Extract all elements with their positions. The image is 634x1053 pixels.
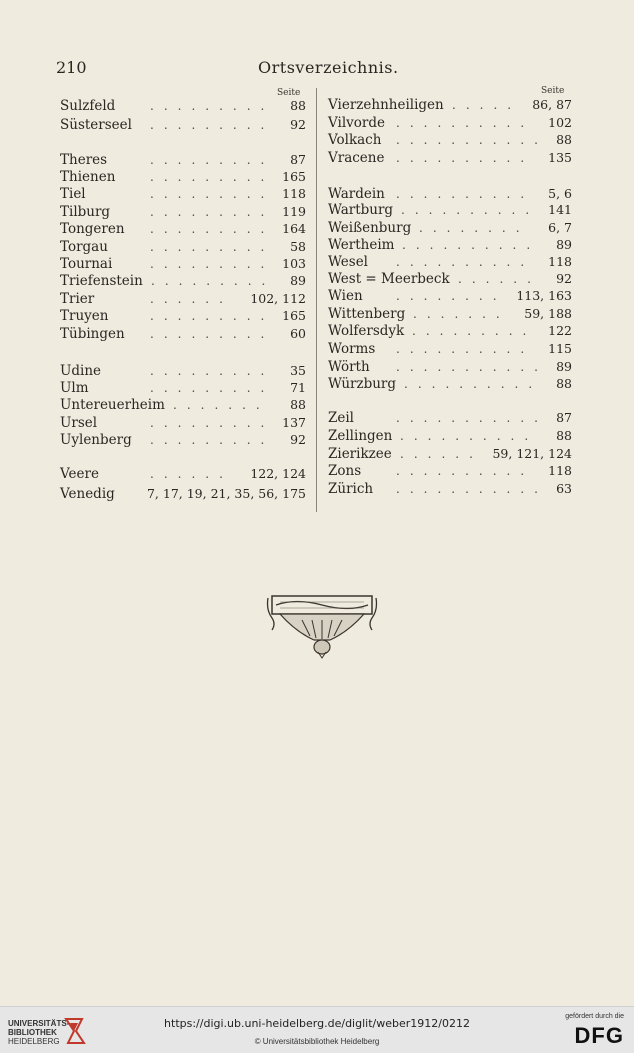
page-references: 5, 6: [548, 186, 572, 201]
index-entry: [328, 427, 572, 445]
place-name: Vierzehnheiligen: [328, 97, 444, 113]
leader-dots: ...........: [396, 133, 548, 147]
leader-dots: ......: [150, 467, 233, 481]
page-references: 92: [290, 432, 306, 447]
leader-dots: .....: [452, 98, 522, 112]
place-name: Uylenberg: [60, 432, 132, 448]
page-references: 59, 188: [524, 306, 572, 321]
leader-dots: .........: [150, 433, 275, 447]
index-entry: [60, 485, 306, 503]
place-name: Zierikzee: [328, 446, 392, 462]
page-references: 7, 17, 19, 21, 35, 56, 175: [146, 486, 306, 501]
library-name-line2: BIBLIOTHEK: [8, 1028, 57, 1037]
index-entry: [328, 149, 572, 167]
library-name-line1: UNIVERSITÄTS-: [8, 1019, 70, 1028]
place-name: Wesel: [328, 254, 368, 270]
index-entry: [328, 219, 572, 237]
leader-dots: ..........: [396, 187, 535, 201]
page-references: 113, 163: [516, 288, 572, 303]
index-entry: [328, 358, 572, 376]
leader-dots: .........: [150, 153, 275, 167]
index-entry: [60, 116, 306, 134]
place-name: Ulm: [60, 380, 89, 396]
index-entry: [60, 431, 306, 449]
leader-dots: .........: [150, 309, 275, 323]
index-entry: [328, 375, 572, 393]
index-entry: [328, 462, 572, 480]
page-references: 88: [556, 376, 572, 391]
leader-dots: .........: [150, 240, 275, 254]
page-references: 103: [282, 256, 306, 271]
column-divider: [316, 88, 317, 512]
place-name: Wien: [328, 288, 363, 304]
dfg-logo: DFG: [574, 1023, 624, 1048]
page-references: 88: [556, 428, 572, 443]
leader-dots: .......: [173, 398, 270, 412]
page-references: 165: [282, 169, 306, 184]
page-references: 89: [556, 359, 572, 374]
leader-dots: ......: [400, 447, 483, 461]
leader-dots: ........: [419, 221, 530, 235]
page-references: 63: [556, 481, 572, 496]
index-entry: [60, 379, 306, 397]
right-column-seite-label: Seite: [541, 86, 565, 96]
page-references: 6, 7: [548, 220, 572, 235]
leader-dots: .........: [150, 118, 275, 132]
index-entry: [60, 362, 306, 380]
place-name: Udine: [60, 363, 102, 379]
page-title: Ortsverzeichnis.: [258, 58, 399, 77]
leader-dots: ..........: [402, 238, 541, 252]
place-name: Wartburg: [328, 202, 394, 218]
left-column-seite-label: Seite: [277, 88, 301, 98]
place-name: Thienen: [60, 169, 116, 185]
index-entry: [60, 220, 306, 238]
leader-dots: .........: [150, 222, 275, 236]
place-name: Triefenstein: [60, 273, 143, 289]
page-number: 210: [56, 58, 87, 77]
index-entry: [60, 465, 306, 483]
index-entry: [60, 396, 306, 414]
page-references: 89: [290, 273, 306, 288]
leader-dots: ..........: [396, 342, 535, 356]
leader-dots: .........: [151, 274, 276, 288]
funding-label: gefördert durch die: [565, 1013, 624, 1020]
leader-dots: ...........: [396, 411, 548, 425]
index-entry: [60, 203, 306, 221]
index-entry: [328, 305, 572, 323]
decorative-vignette: [266, 590, 378, 660]
leader-dots: .........: [150, 99, 275, 113]
page-references: 118: [548, 254, 572, 269]
leader-dots: .........: [150, 205, 275, 219]
index-entry: [328, 340, 572, 358]
place-name: West = Meerbeck: [328, 271, 450, 287]
place-name: Wardein: [328, 186, 385, 202]
place-name: Zürich: [328, 481, 374, 497]
leader-dots: ...........: [396, 482, 548, 496]
library-city: HEIDELBERG: [8, 1037, 60, 1046]
leader-dots: ..........: [396, 151, 535, 165]
place-name: Wertheim: [328, 237, 395, 253]
index-entry: [328, 131, 572, 149]
footer-url-link[interactable]: https://digi.ub.uni-heidelberg.de/diglit/weber1912/0212: [164, 1017, 470, 1030]
place-name: Tilburg: [60, 204, 111, 220]
leader-dots: .........: [412, 324, 537, 338]
place-name: Zons: [328, 463, 362, 479]
leader-dots: ......: [150, 292, 233, 306]
page-references: 119: [282, 204, 306, 219]
index-entry: [60, 414, 306, 432]
index-entry: [328, 287, 572, 305]
place-name: Süsterseel: [60, 117, 132, 133]
page-references: 92: [556, 271, 572, 286]
leader-dots: .........: [150, 416, 275, 430]
place-name: Tiel: [60, 186, 86, 202]
index-entry: [60, 168, 306, 186]
index-entry: [60, 238, 306, 256]
index-entry: [60, 290, 306, 308]
place-name: Wittenberg: [328, 306, 406, 322]
index-entry: [60, 307, 306, 325]
page-references: 135: [548, 150, 572, 165]
page-references: 88: [290, 397, 306, 412]
footer-bar: [0, 1006, 634, 1053]
index-entry: [60, 151, 306, 169]
page-references: 59, 121, 124: [492, 446, 572, 461]
index-entry: [60, 325, 306, 343]
page-references: 35: [290, 363, 306, 378]
place-name: Sulzfeld: [60, 98, 116, 114]
page-references: 86, 87: [532, 97, 572, 112]
page-references: 88: [290, 98, 306, 113]
page-references: 92: [290, 117, 306, 132]
page-references: 141: [548, 202, 572, 217]
index-entry: [328, 445, 572, 463]
page-references: 102: [548, 115, 572, 130]
place-name: Wörth: [328, 359, 370, 375]
place-name: Veere: [60, 466, 99, 482]
place-name: Venedig: [60, 486, 115, 502]
index-entry: [328, 96, 572, 114]
index-entry: [328, 201, 572, 219]
index-entry: [328, 236, 572, 254]
leader-dots: .........: [150, 381, 275, 395]
page-references: 88: [556, 132, 572, 147]
index-entry: [60, 255, 306, 273]
page-references: 87: [556, 410, 572, 425]
leader-dots: ..........: [396, 116, 535, 130]
page-references: 58: [290, 239, 306, 254]
page-references: 122, 124: [250, 466, 306, 481]
place-name: Wolfersdyk: [328, 323, 405, 339]
place-name: Vracene: [328, 150, 385, 166]
leader-dots: .........: [150, 257, 275, 271]
place-name: Tongeren: [60, 221, 125, 237]
place-name: Volkach: [328, 132, 382, 148]
place-name: Vilvorde: [328, 115, 385, 131]
leader-dots: ..........: [396, 255, 535, 269]
index-entry: [60, 272, 306, 290]
place-name: Truyen: [60, 308, 109, 324]
page-references: 122: [548, 323, 572, 338]
place-name: Würzburg: [328, 376, 397, 392]
page-references: 118: [548, 463, 572, 478]
leader-dots: .........: [150, 187, 275, 201]
leader-dots: .........: [150, 327, 275, 341]
page-references: 115: [548, 341, 572, 356]
place-name: Weißenburg: [328, 220, 412, 236]
place-name: Tübingen: [60, 326, 125, 342]
index-entry: [328, 114, 572, 132]
page-references: 164: [282, 221, 306, 236]
place-name: Worms: [328, 341, 376, 357]
index-entry: [60, 185, 306, 203]
leader-dots: ..........: [396, 464, 535, 478]
place-name: Torgau: [60, 239, 108, 255]
page-references: 60: [290, 326, 306, 341]
index-entry: [328, 480, 572, 498]
leader-dots: .........: [150, 170, 275, 184]
leader-dots: ..........: [404, 377, 543, 391]
page-references: 71: [290, 380, 306, 395]
footer-copyright: © Universitätsbibliothek Heidelberg: [254, 1037, 380, 1046]
leader-dots: ...........: [396, 360, 548, 374]
page-references: 137: [282, 415, 306, 430]
page-references: 165: [282, 308, 306, 323]
page-references: 87: [290, 152, 306, 167]
index-entry: [328, 322, 572, 340]
place-name: Tournai: [60, 256, 113, 272]
place-name: Trier: [60, 291, 95, 307]
place-name: Theres: [60, 152, 108, 168]
leader-dots: .........: [150, 364, 275, 378]
leader-dots: ......: [458, 272, 541, 286]
page-references: 118: [282, 186, 306, 201]
place-name: Untereuerheim: [60, 397, 165, 413]
page-references: 89: [556, 237, 572, 252]
index-entry: [328, 270, 572, 288]
leader-dots: ..........: [401, 203, 540, 217]
page-references: 102, 112: [250, 291, 306, 306]
place-name: Zellingen: [328, 428, 393, 444]
leader-dots: ........: [396, 289, 507, 303]
place-name: Zeil: [328, 410, 355, 426]
leader-dots: .......: [413, 307, 510, 321]
leader-dots: ..........: [400, 429, 539, 443]
index-entry: [60, 97, 306, 115]
index-entry: [328, 253, 572, 271]
index-entry: [328, 409, 572, 427]
place-name: Ursel: [60, 415, 98, 431]
